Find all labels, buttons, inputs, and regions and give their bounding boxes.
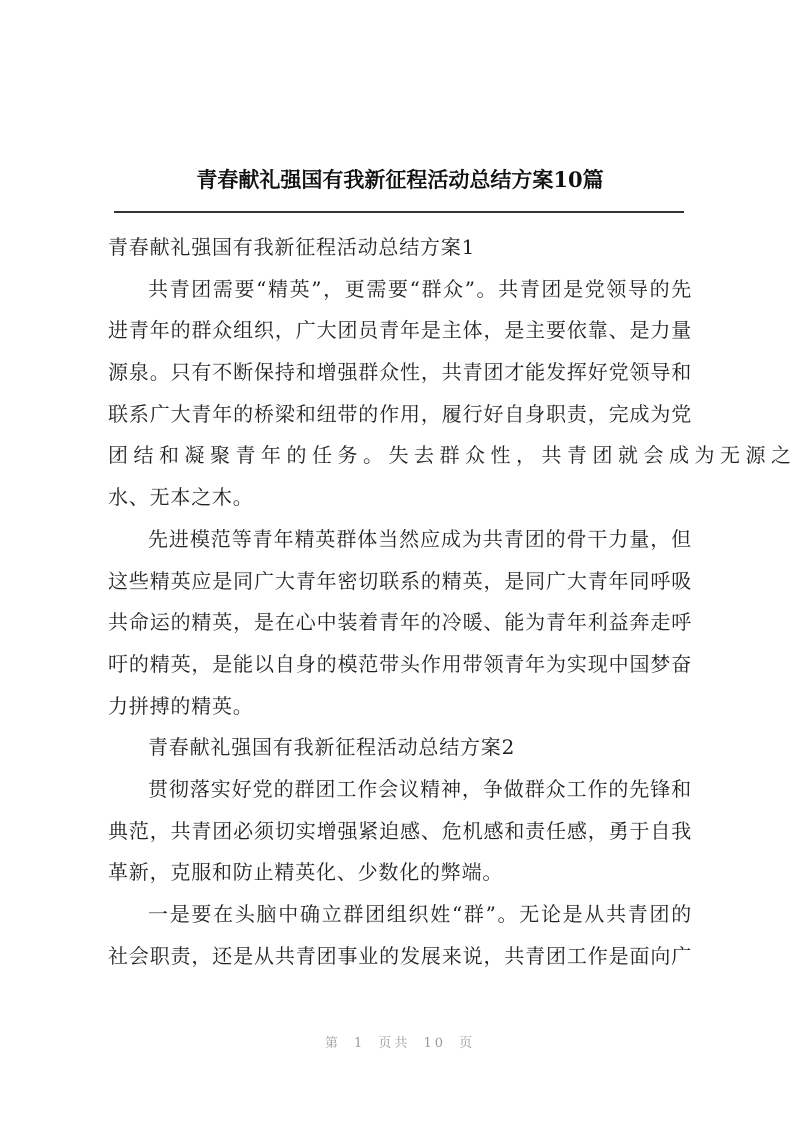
paragraph-line: 贯彻落实好党的群团工作会议精神，争做群众工作的先锋和	[148, 776, 692, 801]
paragraph-line: 进青年的群众组织，广大团员青年是主体，是主要依靠、是力量	[108, 318, 692, 343]
paragraph-line: 先进模范等青年精英群体当然应成为共青团的骨干力量，但	[148, 526, 692, 551]
paragraph-line: 共青团需要“精英”，更需要“群众”。共青团是党领导的先	[148, 276, 692, 301]
paragraph-line: 源泉。只有不断保持和增强群众性，共青团才能发挥好党领导和	[108, 360, 692, 385]
section-heading: 青春献礼强国有我新征程活动总结方案1	[108, 235, 476, 259]
paragraph-line: 联系广大青年的桥梁和纽带的作用，履行好自身职责，完成为党	[108, 401, 692, 426]
paragraph-line: 这些精英应是同广大青年密切联系的精英，是同广大青年同呼吸	[108, 568, 692, 593]
section-heading: 青春献礼强国有我新征程活动总结方案2	[148, 735, 516, 760]
paragraph-line: 共命运的精英，是在心中装着青年的冷暖、能为青年利益奔走呼	[108, 610, 692, 635]
document-body	[108, 232, 797, 982]
paragraph-line: 力拼搏的精英。	[108, 693, 254, 718]
paragraph-line: 社会职责，还是从共青团事业的发展来说，共青团工作是面向广	[108, 943, 692, 968]
paragraph-line: 水、无本之木。	[108, 485, 254, 510]
paragraph-line: 典范，共青团必须切实增强紧迫感、危机感和责任感，勇于自我	[108, 818, 692, 843]
paragraph-line: 革新，克服和防止精英化、少数化的弊端。	[108, 860, 504, 885]
title-divider	[114, 211, 684, 213]
document-title: 青春献礼强国有我新征程活动总结方案10篇	[196, 167, 604, 192]
paragraph-line: 团结和凝聚青年的任务。失去群众性，共青团就会成为无源之	[108, 443, 797, 468]
paragraph-line: 一是要在头脑中确立群团组织姓“群”。无论是从共青团的	[148, 902, 692, 926]
paragraph-line: 吁的精英，是能以自身的模范带头作用带领青年为实现中国梦奋	[108, 651, 692, 676]
page-number-footer: 第 1 页共 10 页	[324, 1036, 476, 1051]
